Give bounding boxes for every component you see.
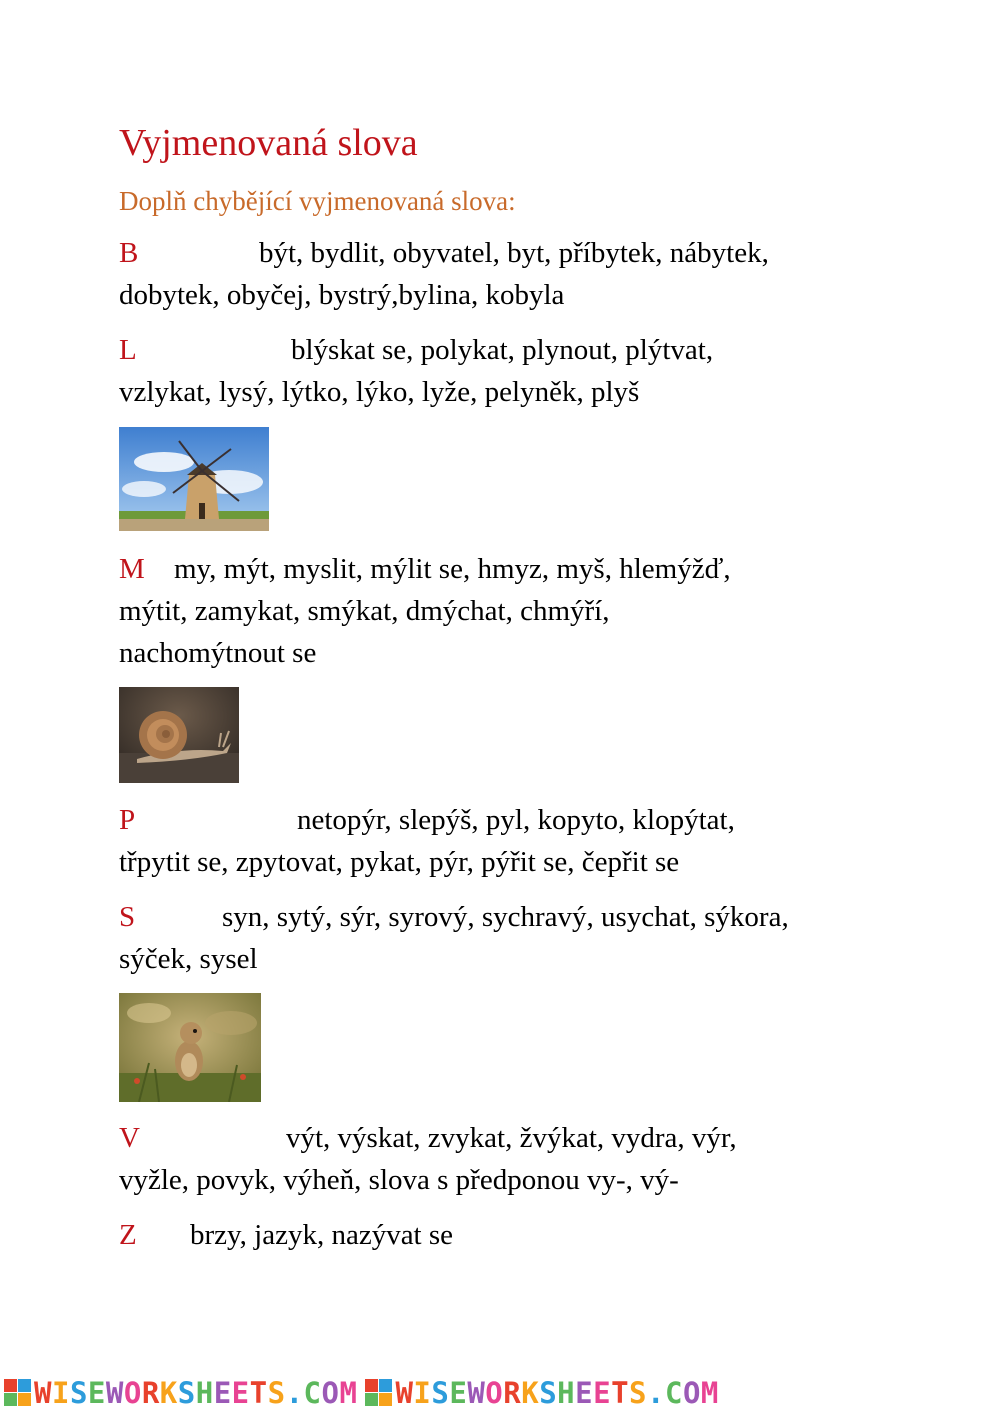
group-words-line1: blýskat se, polykat, plynout, plýtvat,: [291, 334, 714, 366]
instruction: Doplň chybějící vyjmenovaná slova:: [119, 186, 516, 216]
watermark[interactable]: [4, 1376, 357, 1410]
group-letter: B: [119, 237, 139, 269]
group-letter: M: [119, 553, 145, 585]
group-z: [119, 1214, 919, 1256]
watermark-repeat[interactable]: [365, 1376, 718, 1410]
group-words-line2: třpytit se, zpytovat, pykat, pýr, pýřit se, čepřit se: [119, 846, 680, 878]
watermark-footer: [0, 1372, 1000, 1413]
group-words-line1: syn, sytý, sýr, syrový, sychravý, usychat, sýkora,: [222, 901, 789, 933]
windmill-image: [119, 427, 269, 531]
group-words-line2: vzlykat, lysý, lýtko, lýko, lyže, pelyněk, plyš: [119, 376, 640, 408]
group-p: [119, 799, 919, 883]
watermark-text: WISEWORKSHEETS.COM: [34, 1375, 358, 1410]
group-words-line2: dobytek, obyčej, bystrý,bylina, kobyla: [119, 279, 565, 311]
group-words-line1: brzy, jazyk, nazývat se: [190, 1219, 454, 1251]
group-words-line1: výt, výskat, zvykat, žvýkat, vydra, výr,: [286, 1122, 737, 1154]
group-words-line1: my, mýt, myslit, mýlit se, hmyz, myš, hlemýžď,: [174, 553, 731, 585]
ground-squirrel-image: [119, 993, 261, 1102]
group-letter: Z: [119, 1219, 137, 1251]
group-s: [119, 896, 919, 980]
group-b: [119, 232, 919, 316]
group-words-line2: mýtit, zamykat, smýkat, dmýchat, chmýří,: [119, 595, 610, 627]
page-title: Vyjmenovaná slova: [119, 122, 418, 164]
group-letter: L: [119, 334, 137, 366]
snail-image: [119, 687, 239, 783]
group-l: [119, 329, 919, 413]
group-v: [119, 1117, 919, 1201]
group-m: [119, 548, 919, 674]
group-words-line1: netopýr, slepýš, pyl, kopyto, klopýtat,: [297, 804, 735, 836]
group-words-line3: nachomýtnout se: [119, 637, 317, 669]
group-words-line2: sýček, sysel: [119, 943, 258, 975]
group-words-line2: vyžle, povyk, výheň, slova s předponou vy-, vý-: [119, 1164, 679, 1196]
wiseworksheets-logo-icon: [4, 1379, 31, 1406]
group-letter: P: [119, 804, 136, 836]
watermark-text: WISEWORKSHEETS.COM: [395, 1375, 719, 1410]
group-words-line1: být, bydlit, obyvatel, byt, příbytek, nábytek,: [259, 237, 769, 269]
group-letter: V: [119, 1122, 140, 1154]
group-letter: S: [119, 901, 136, 933]
wiseworksheets-logo-icon: [365, 1379, 392, 1406]
